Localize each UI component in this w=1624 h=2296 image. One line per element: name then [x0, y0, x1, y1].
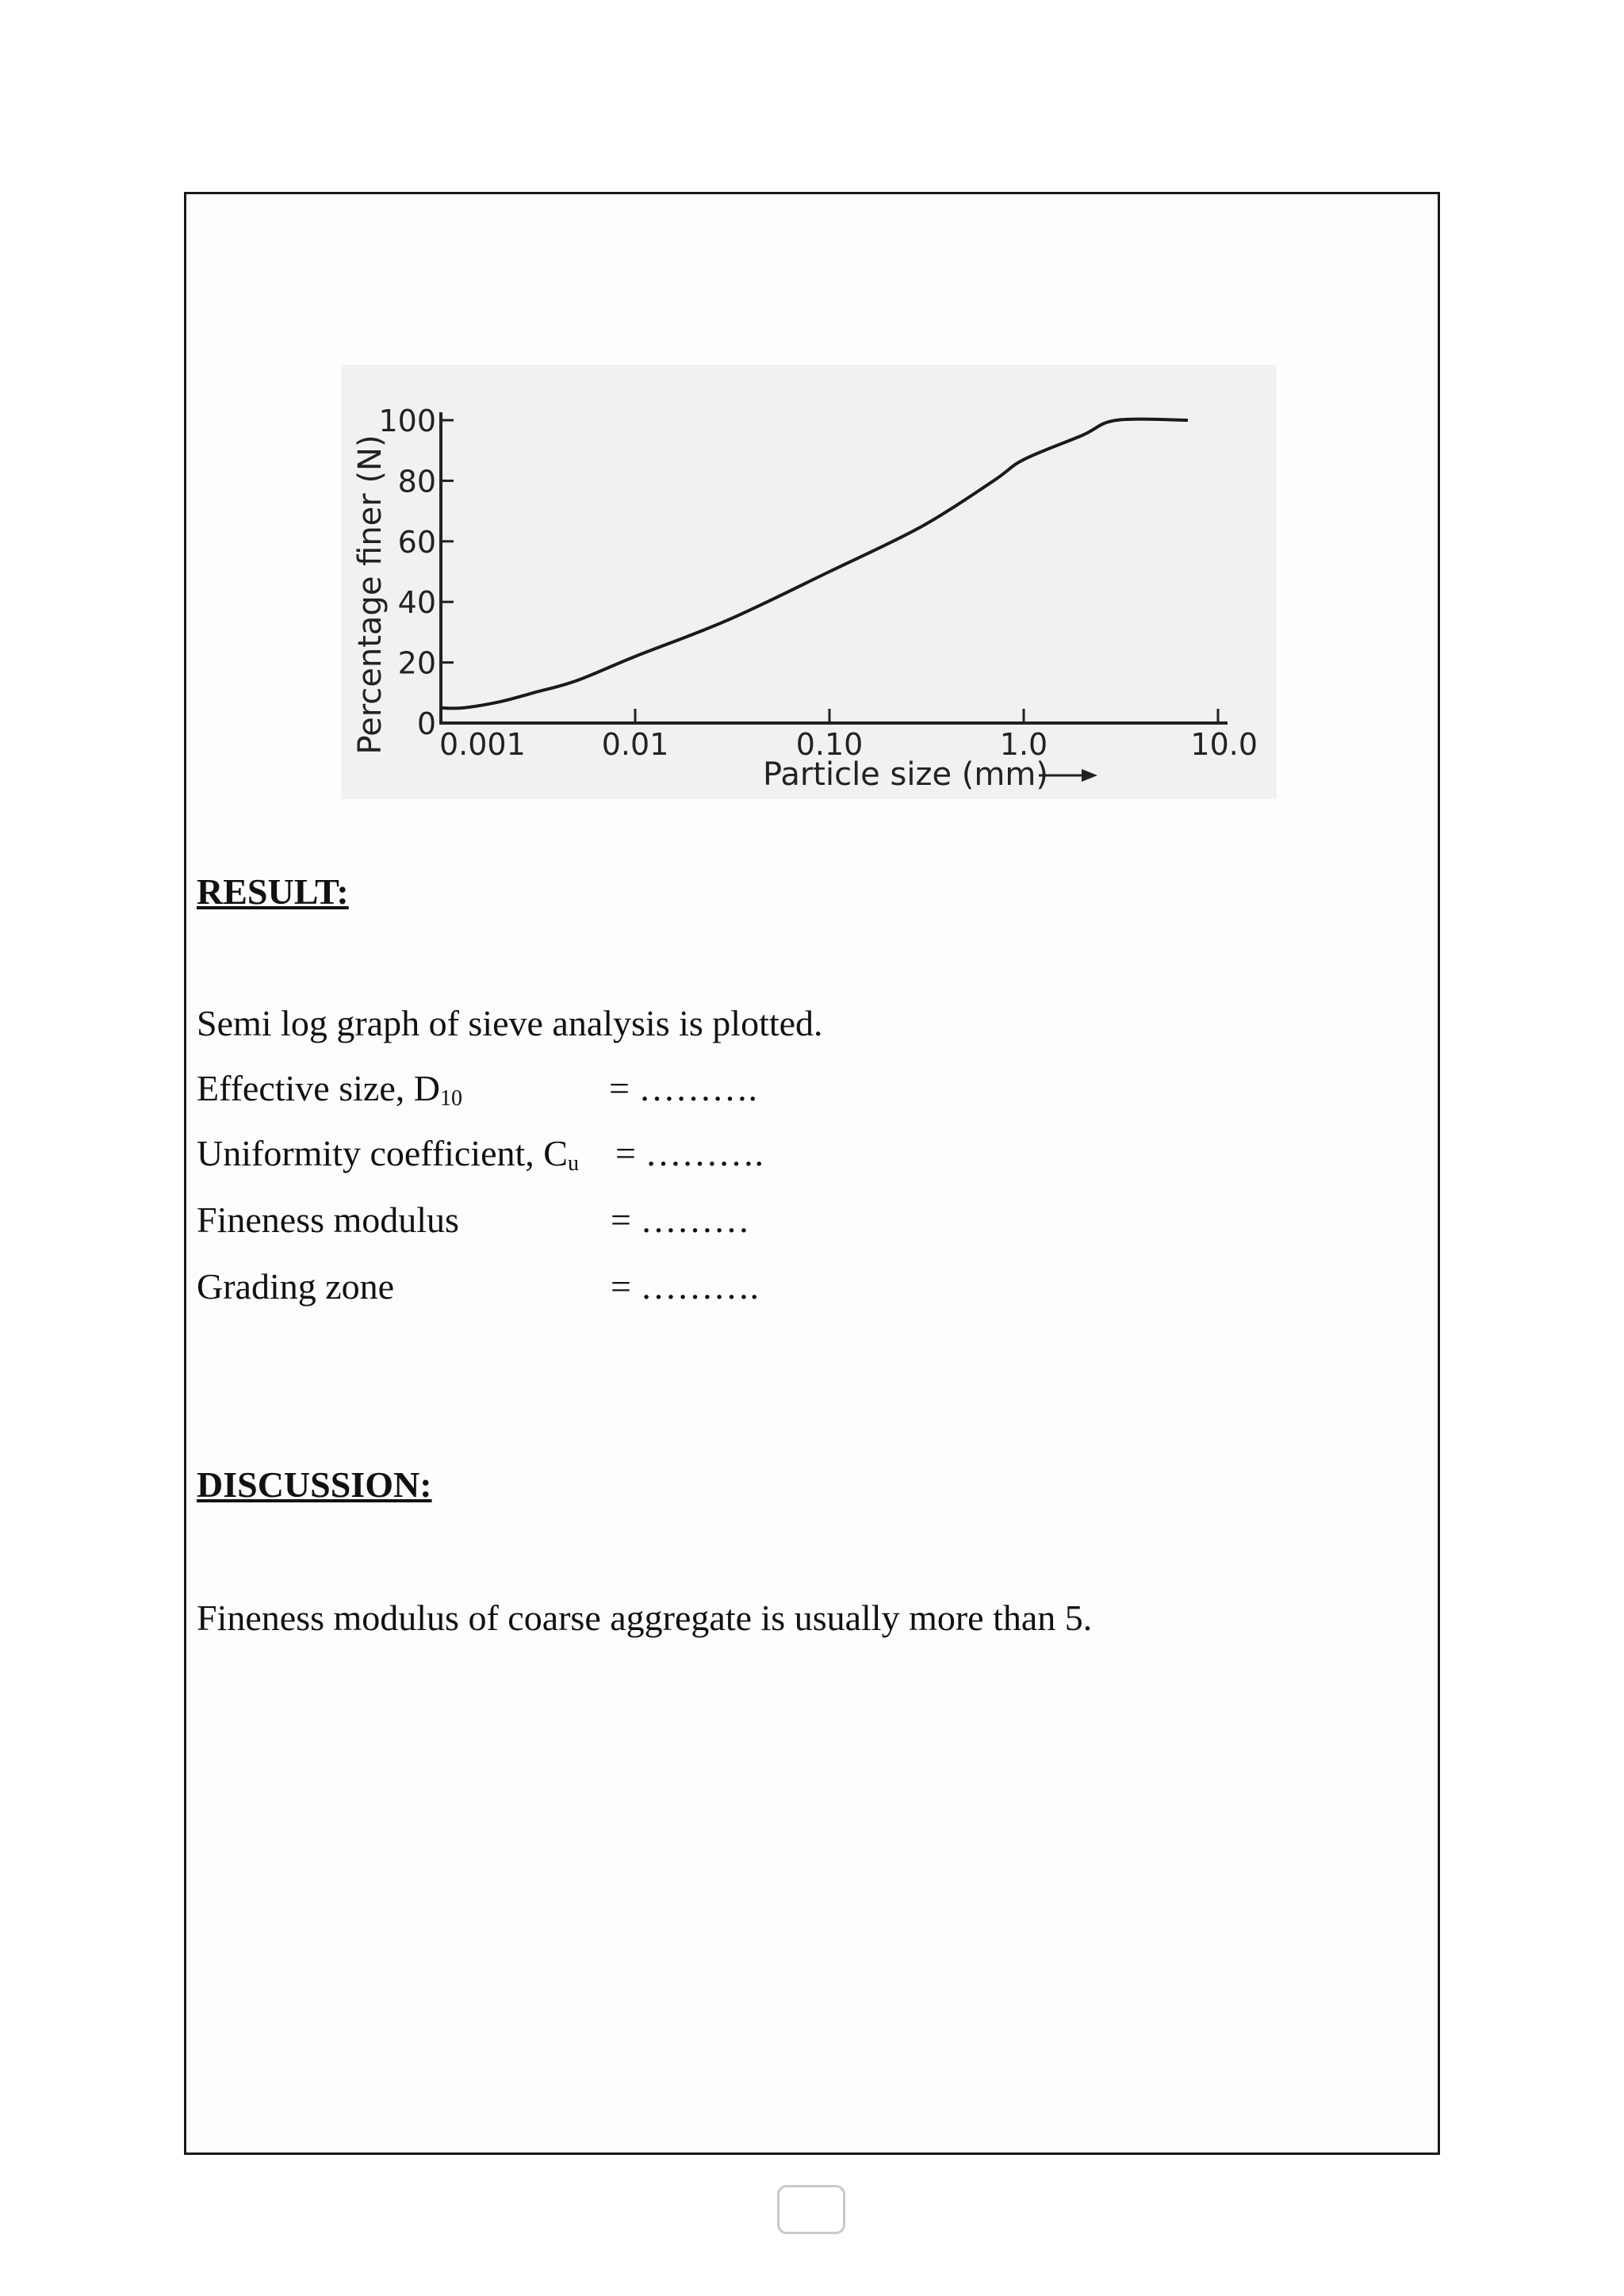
fineness-value: = ……… — [611, 1200, 750, 1240]
grading-zone-label: Grading zone — [197, 1266, 395, 1307]
x-tick-label-2: 0.10 — [795, 727, 864, 762]
y-tick-label-100: 100 — [378, 404, 436, 438]
uniformity-subscript: u — [567, 1151, 579, 1176]
grading-zone-value: = ………. — [611, 1266, 759, 1307]
uniformity-value: = ………. — [615, 1133, 764, 1173]
effective-size-subscript: 10 — [439, 1086, 462, 1111]
y-tick-label-40: 40 — [397, 585, 436, 621]
uniformity-label — [197, 1132, 579, 1177]
x-axis-label-text: Particle size (mm) — [763, 756, 1048, 793]
x-tick-label-1: 0.01 — [601, 727, 669, 762]
page-number-box — [777, 2185, 845, 2234]
particle-size-chart — [341, 365, 1277, 799]
gradation-curve — [441, 419, 1188, 709]
effective-size-value: = ………. — [609, 1068, 757, 1108]
effective-size-label — [197, 1067, 462, 1112]
y-axis-label: Percentage finer (N) — [352, 434, 389, 755]
y-tick-label-60: 60 — [397, 524, 436, 560]
y-tick-label-20: 20 — [397, 645, 436, 681]
result-heading: RESULT: — [197, 871, 349, 912]
uniformity-label-text: Uniformity coefficient, C — [197, 1133, 568, 1173]
x-tick-label-3: 1.0 — [999, 727, 1048, 762]
x-tick-label-0: 0.001 — [439, 727, 526, 762]
effective-size-label-text: Effective size, D — [197, 1068, 440, 1108]
y-tick-label-80: 80 — [397, 464, 436, 499]
fineness-label: Fineness modulus — [197, 1200, 459, 1240]
discussion-text: Fineness modulus of coarse aggregate is usually more than 5. — [197, 1598, 1093, 1638]
x-tick-label-4: 10.0 — [1190, 727, 1258, 762]
y-tick-label-0: 0 — [416, 706, 436, 741]
chart-svg — [341, 365, 1277, 799]
discussion-heading: DISCUSSION: — [197, 1464, 432, 1505]
result-intro: Semi log graph of sieve analysis is plotted. — [197, 1003, 823, 1043]
x-axis-arrow-head — [1082, 769, 1097, 782]
